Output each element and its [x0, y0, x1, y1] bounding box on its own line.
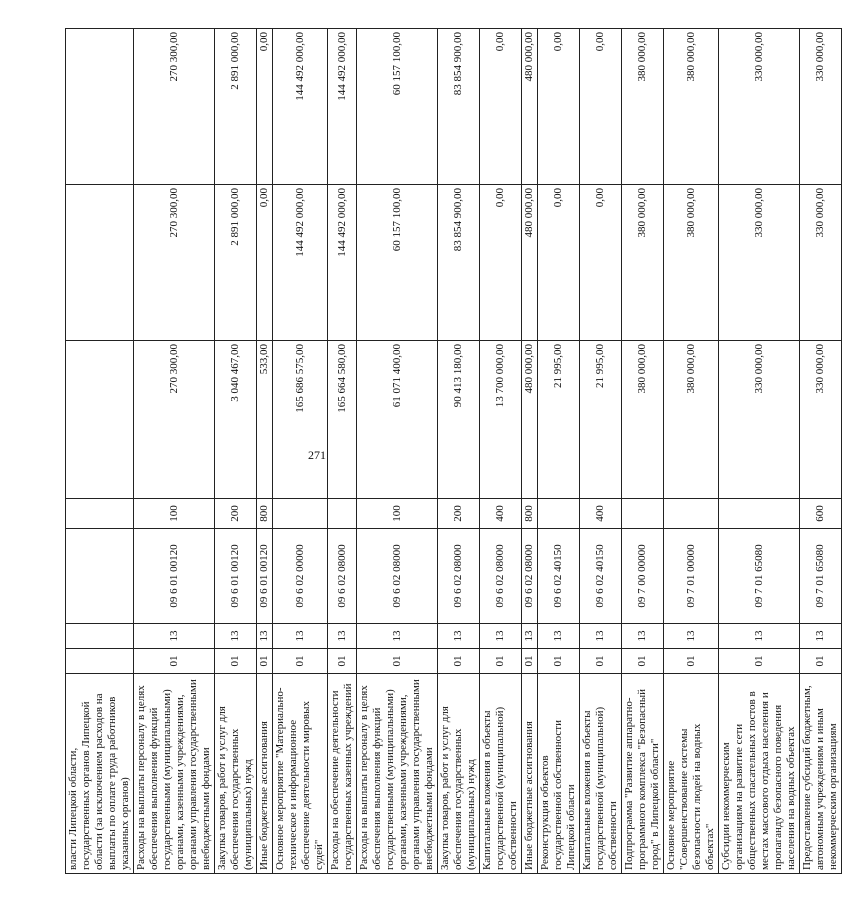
- row-expense-type: 200: [215, 499, 257, 529]
- row-amount-2: 380 000,00: [664, 185, 719, 341]
- row-section: 01: [538, 649, 580, 674]
- row-section: 01: [622, 649, 664, 674]
- row-amount-3: 83 854 900,00: [438, 29, 480, 185]
- row-amount-3: 330 000,00: [800, 29, 842, 185]
- table-row: [538, 29, 580, 874]
- row-target-article: 09 7 01 65080: [719, 529, 800, 624]
- row-expense-type: 100: [134, 499, 215, 529]
- row-amount-2: 0,00: [257, 185, 273, 341]
- row-amount-1: 330 000,00: [719, 341, 800, 499]
- rotated-page: [65, 29, 839, 874]
- row-amount-2: 144 492 000,00: [328, 185, 357, 341]
- row-amount-3: 0,00: [580, 29, 622, 185]
- row-subsection: [66, 624, 134, 649]
- table-row: [134, 29, 215, 874]
- row-amount-2: [66, 185, 134, 341]
- row-subsection: 13: [357, 624, 438, 649]
- row-expense-type: 800: [257, 499, 273, 529]
- row-expense-type: 400: [480, 499, 522, 529]
- table-row: [273, 29, 328, 874]
- row-amount-2: 0,00: [480, 185, 522, 341]
- row-subsection: 13: [134, 624, 215, 649]
- row-amount-1: 90 413 180,00: [438, 341, 480, 499]
- row-name: Подпрограмма "Развитие аппаратно-программного комплекса "Безопасный город" в Липецкой области": [622, 674, 664, 874]
- row-target-article: 09 6 02 08000: [522, 529, 538, 624]
- row-target-article: 09 7 01 65080: [800, 529, 842, 624]
- row-subsection: 13: [622, 624, 664, 649]
- table-row: [215, 29, 257, 874]
- row-amount-3: 0,00: [538, 29, 580, 185]
- row-amount-3: 144 492 000,00: [328, 29, 357, 185]
- row-name: Закупка товаров, работ и услуг для обеспечения государственных (муниципальных) нужд: [438, 674, 480, 874]
- row-name: Основное мероприятие "Совершенствование системы безопасности людей на водных объектах": [664, 674, 719, 874]
- row-amount-1: 21 995,00: [580, 341, 622, 499]
- row-expense-type: [538, 499, 580, 529]
- row-subsection: 13: [580, 624, 622, 649]
- table-row: [719, 29, 800, 874]
- row-expense-type: 100: [357, 499, 438, 529]
- row-subsection: 13: [538, 624, 580, 649]
- table-row: [664, 29, 719, 874]
- row-expense-type: 800: [522, 499, 538, 529]
- row-subsection: 13: [719, 624, 800, 649]
- row-name: Предоставление субсидий бюджетным, автономным учреждениям и иным некоммерческим организациям: [800, 674, 842, 874]
- row-amount-3: 0,00: [480, 29, 522, 185]
- row-target-article: 09 6 02 00000: [273, 529, 328, 624]
- row-amount-2: 2 891 000,00: [215, 185, 257, 341]
- table-row: [66, 29, 134, 874]
- row-amount-2: 330 000,00: [719, 185, 800, 341]
- row-section: 01: [357, 649, 438, 674]
- row-section: 01: [580, 649, 622, 674]
- row-subsection: 13: [800, 624, 842, 649]
- row-amount-3: 270 300,00: [134, 29, 215, 185]
- row-target-article: 09 6 01 00120: [215, 529, 257, 624]
- row-target-article: 09 6 02 08000: [328, 529, 357, 624]
- row-amount-1: 380 000,00: [664, 341, 719, 499]
- row-name: Расходы на обеспечение деятельности государственных казенных учреждений: [328, 674, 357, 874]
- row-expense-type: 400: [580, 499, 622, 529]
- table-row: [522, 29, 538, 874]
- row-name: Субсидии некоммерческим организациям на развитие сети общественных спасательных постов в местах массового отдыха населения и пропаганду безопасного поведения населения на водных объектах: [719, 674, 800, 874]
- row-amount-3: 480 000,00: [522, 29, 538, 185]
- row-amount-3: 2 891 000,00: [215, 29, 257, 185]
- row-amount-1: 13 700 000,00: [480, 341, 522, 499]
- row-expense-type: [66, 499, 134, 529]
- row-section: 01: [800, 649, 842, 674]
- row-subsection: 13: [215, 624, 257, 649]
- row-section: 01: [664, 649, 719, 674]
- row-subsection: 13: [438, 624, 480, 649]
- row-amount-3: 380 000,00: [664, 29, 719, 185]
- row-amount-2: 330 000,00: [800, 185, 842, 341]
- row-target-article: [66, 529, 134, 624]
- table-body: [66, 29, 842, 874]
- row-amount-3: 330 000,00: [719, 29, 800, 185]
- table-row: [622, 29, 664, 874]
- row-amount-3: 144 492 000,00: [273, 29, 328, 185]
- row-amount-2: 144 492 000,00: [273, 185, 328, 341]
- row-amount-2: 380 000,00: [622, 185, 664, 341]
- row-amount-3: 380 000,00: [622, 29, 664, 185]
- row-amount-1: 380 000,00: [622, 341, 664, 499]
- row-amount-1: 533,00: [257, 341, 273, 499]
- row-amount-3: 0,00: [257, 29, 273, 185]
- row-section: 01: [438, 649, 480, 674]
- row-expense-type: [719, 499, 800, 529]
- table-row: [328, 29, 357, 874]
- row-name: Закупка товаров, работ и услуг для обеспечения государственных (муниципальных) нужд: [215, 674, 257, 874]
- row-target-article: 09 6 01 00120: [134, 529, 215, 624]
- table-row: [438, 29, 480, 874]
- row-name: Основное мероприятие "Материально-техническое и информационное обеспечение деятельности мировых судей": [273, 674, 328, 874]
- row-amount-2: 83 854 900,00: [438, 185, 480, 341]
- row-section: 01: [134, 649, 215, 674]
- row-subsection: 13: [480, 624, 522, 649]
- row-expense-type: [622, 499, 664, 529]
- row-name: Иные бюджетные ассигнования: [522, 674, 538, 874]
- row-expense-type: [273, 499, 328, 529]
- row-target-article: 09 6 02 40150: [538, 529, 580, 624]
- row-subsection: 13: [328, 624, 357, 649]
- row-expense-type: 600: [800, 499, 842, 529]
- row-expense-type: [664, 499, 719, 529]
- row-name: Капитальные вложения в объекты государственной (муниципальной) собственности: [580, 674, 622, 874]
- row-section: 01: [328, 649, 357, 674]
- row-section: 01: [522, 649, 538, 674]
- row-target-article: 09 6 01 00120: [257, 529, 273, 624]
- row-target-article: 09 6 02 08000: [357, 529, 438, 624]
- row-subsection: 13: [273, 624, 328, 649]
- row-amount-2: 0,00: [538, 185, 580, 341]
- row-amount-3: 60 157 100,00: [357, 29, 438, 185]
- row-target-article: 09 6 02 08000: [480, 529, 522, 624]
- row-name: Расходы на выплаты персоналу в целях обеспечения выполнения функций государственными (муниципальными) органами, казенными учреждениями, органами управления государственными внебюджетными фондами: [357, 674, 438, 874]
- row-name: Расходы на выплаты персоналу в целях обеспечения выполнения функций государственными (муниципальными) органами, казенными учреждениями, органами управления государственными внебюджетными фондами: [134, 674, 215, 874]
- row-amount-1: 3 040 467,00: [215, 341, 257, 499]
- table-row: [480, 29, 522, 874]
- row-amount-2: 480 000,00: [522, 185, 538, 341]
- budget-table: [65, 28, 842, 874]
- row-target-article: 09 7 00 00000: [622, 529, 664, 624]
- row-expense-type: 200: [438, 499, 480, 529]
- row-amount-1: [66, 341, 134, 499]
- table-row: [580, 29, 622, 874]
- row-amount-2: 0,00: [580, 185, 622, 341]
- table-row: [257, 29, 273, 874]
- row-amount-1: 165 664 580,00: [328, 341, 357, 499]
- row-subsection: 13: [664, 624, 719, 649]
- row-name: власти Липецкой области, государственных органов Липецкой области (за исключением расходов на выплаты по оплате труда работников указанных органов): [66, 674, 134, 874]
- row-name: Капитальные вложения в объекты государственной (муниципальной) собственности: [480, 674, 522, 874]
- row-name: Реконструкция объектов государственной собственности Липецкой области: [538, 674, 580, 874]
- row-amount-1: 61 071 400,00: [357, 341, 438, 499]
- row-target-article: 09 6 02 08000: [438, 529, 480, 624]
- row-amount-1: 480 000,00: [522, 341, 538, 499]
- row-amount-2: 270 300,00: [134, 185, 215, 341]
- row-section: 01: [719, 649, 800, 674]
- table-row: [800, 29, 842, 874]
- row-subsection: 13: [522, 624, 538, 649]
- row-section: 01: [257, 649, 273, 674]
- row-expense-type: [328, 499, 357, 529]
- row-amount-2: 60 157 100,00: [357, 185, 438, 341]
- row-target-article: 09 7 01 00000: [664, 529, 719, 624]
- row-section: 01: [215, 649, 257, 674]
- row-amount-1: 270 300,00: [134, 341, 215, 499]
- row-section: [66, 649, 134, 674]
- row-amount-1: 21 995,00: [538, 341, 580, 499]
- row-amount-1: 165 686 575,00: [273, 341, 328, 499]
- row-name: Иные бюджетные ассигнования: [257, 674, 273, 874]
- row-amount-3: [66, 29, 134, 185]
- row-target-article: 09 6 02 40150: [580, 529, 622, 624]
- row-subsection: 13: [257, 624, 273, 649]
- row-amount-1: 330 000,00: [800, 341, 842, 499]
- row-section: 01: [273, 649, 328, 674]
- row-section: 01: [480, 649, 522, 674]
- table-row: [357, 29, 438, 874]
- page-number: 271: [308, 448, 326, 462]
